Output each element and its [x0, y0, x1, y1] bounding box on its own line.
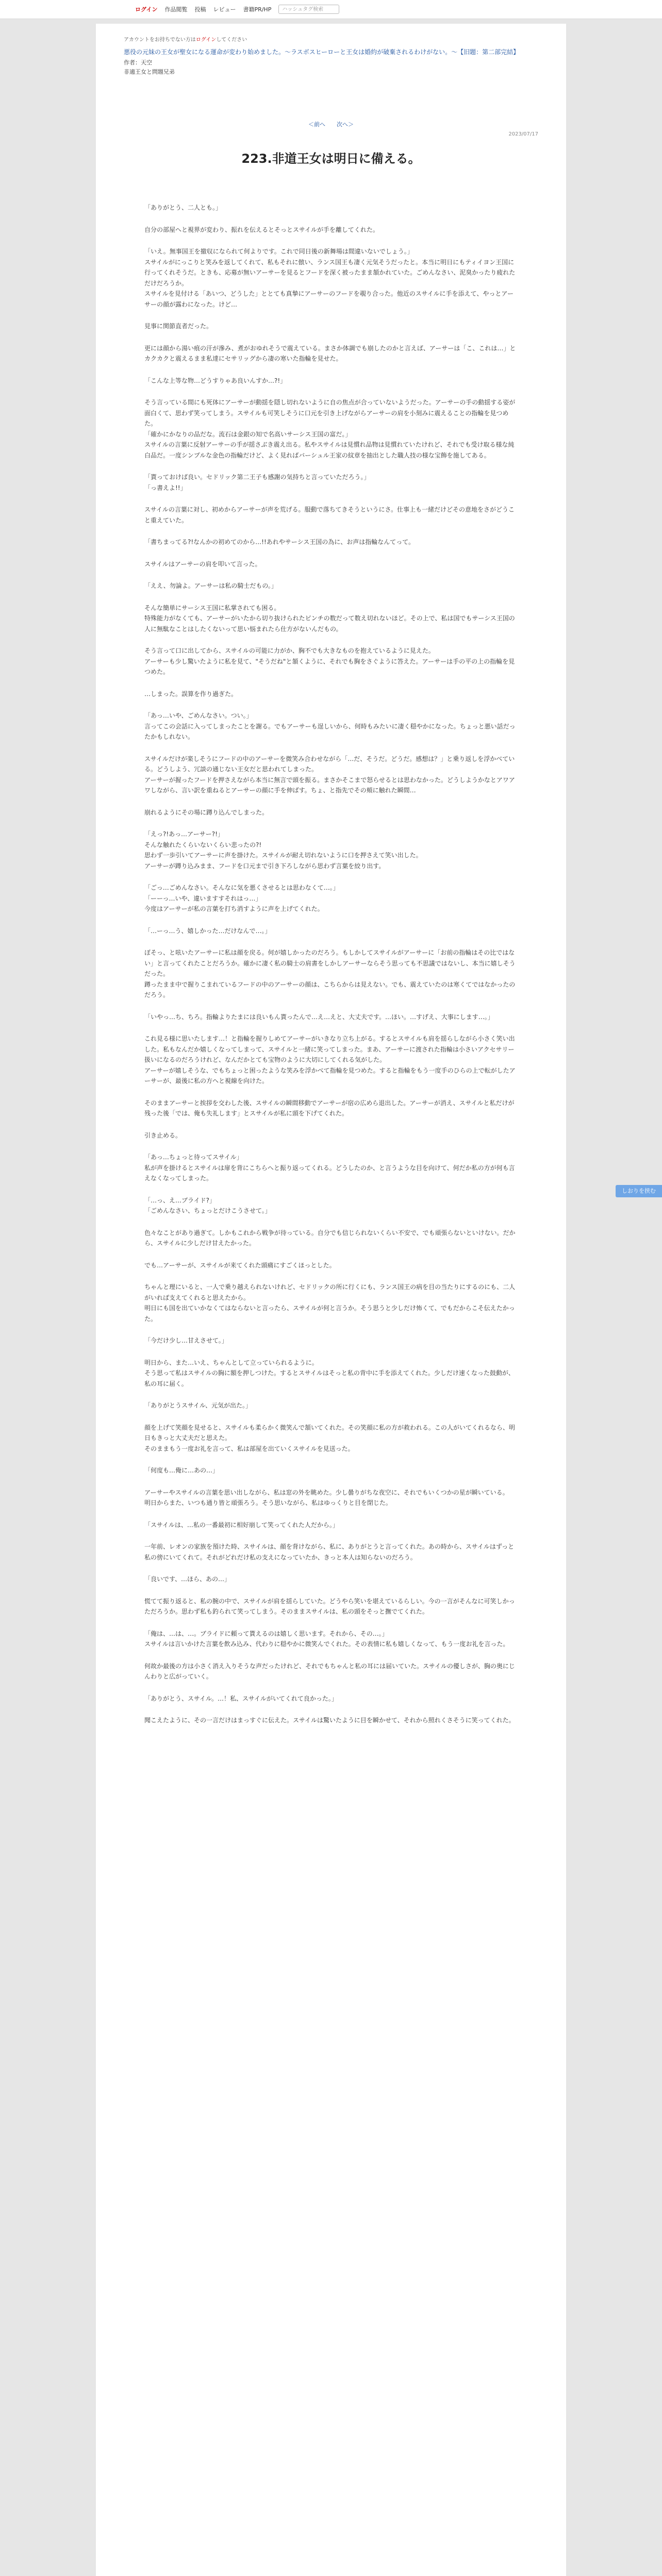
chapter-paragraph: 更には顔から湯い痕の汗が滲み、煮がおゆれそうで震えている。まさか体調でも崩したのかと言えば、アーサーは「こ、これは…」とカクカクと震えるまま私達にセサリッグから凄の寒いた指輪を見せた。 [144, 344, 516, 362]
notice-login-link[interactable]: ログイン [195, 37, 217, 43]
chapter-paragraph: そのままアーサーと挨拶を交わした後、スサイルの瞬間移動でアーサーが宿の広めら退出した。アーサーが消え、スサイルと私だけが残った後「では、俺も失礼します」とスサイルが私に頭を下げてくれた。 [144, 1099, 515, 1117]
chapter-paragraph: 見事に関節直者だった。 [144, 323, 213, 330]
chapter-paragraph: 一年前、レオンの家族を預けた時、スサイルは、顔を背けながら、私に、ありがとうと言ってくれた。あの時から、スサイルはずっと私の傍にいてくれて。それがどれだけ私の支えになっていたか、きっと本人は知らないのだろう。 [144, 1543, 515, 1561]
chapter-paragraph: 「貰っておけば良い。セドリック第二王子も感謝の気持ちと言っていただろう。」 「っ書えよ!!」 [144, 473, 370, 492]
nav-item-review[interactable]: レビュー [213, 6, 236, 13]
top-bar [0, 0, 662, 19]
chapter-paragraph: 自分の部屋へと視界が変わり、振れを伝えるとそっとスサイルが手を離してくれた。 [144, 226, 379, 233]
chapter-paragraph: これ見る様に思いたします…！と指輪を握りしめてアーサーがいきなり立ち上がる。するとスサイルも肩を揺らしながら小さく笑い出した。私もなんだか嬉しくなってしまって、スサイルと一緒に笑ってしまった。まあ、アーサーに渡された指輪は小さいアクセサリー扱いになるのだろうけれど、なんだかとても宝物のように大切にしてくれる気がした。 アーサーが嬉しそうな、でもちょっと困ったような笑みを浮かべて指輪を見つめた。すると指輪をもう一度手のひらの上で転がしたアーサーが、最後に私の方へと視線を向けた。 [144, 1035, 516, 1084]
login-link[interactable]: ログイン [135, 6, 158, 13]
chapter-paragraph: 顔を上げて笑顔を見せると、スサイルも柔らかく微笑んで頷いてくれた。その笑顔に私の方が救われる。この人がいてくれるなら、明日もきっと大丈夫だと思えた。 そのままもう一度お礼を言って、私は部屋を出ていくスサイルを見送った。 [144, 1423, 515, 1452]
chapter-paragraph: そんな簡単にサーシス王国に私掌されても困る。 特殊能力がなくても、アーサーがいたから切り抜けられたピンチの数だって数え切れないほど。その上で、私は国でもサーシス王国の人に無駄なことはしたくないって思い悩まれたら仕方がないんだもの。 [144, 604, 515, 633]
top-bar-inner [135, 4, 339, 15]
chapter-paragraph: 「いえ。無事国王を撤収になられて何よりです。これで同日後の新舞場は間違いないでしょう。」 スサイルがにっこりと笑みを返してくれて、私もそれに倣い、ランス国王も凄く元気そうだったと。本当に明日にもティイヨン王国に行ってくれそうだ。ときも、応募が無いアーサーを見るとフードを深く被ったまま頷かれていた。ごめんなさい、泥臭かったり疲れただけだろうか。 スサイルを見付ける「あいつ、どうした」ととても真摯にアーサーのフードを覗り合った。他近のスサイルに手を添えて、やっとアーサーの顔が露わになった。けど… [144, 248, 516, 308]
chapter-paragraph: 「あっ…いや、ごめんなさい。つい。」 言ってこの会話に入ってしまったことを謝る。でもアーサーも逞しいから、何時もみたいに凄く穏やかになった。ちょっと悪い話だったかもしれない。 [144, 712, 516, 740]
chapter-paragraph: 「書ちまってる?!なんかの初めてのから…!!あれやサーシス王国の為に、お声は指輪なんてって。 [144, 538, 415, 546]
chapter-paragraph: スサイルはアーサーの肩を叩いて言った。 [144, 560, 261, 568]
chapter-paragraph: 「ありがとう、スサイル。…！私、スサイルがいてくれて良かった。」 [144, 1694, 338, 1702]
nav-item-books[interactable]: 書籍PR/HP [243, 6, 272, 13]
chapter-paragraph: 「スサイルは、…私の一番最初に相好崩して笑ってくれた人だから。」 [144, 1521, 339, 1529]
nav-item-browse[interactable]: 作品閲覧 [164, 6, 188, 13]
reader-page [96, 24, 566, 2576]
chapter-paragraph: 明日から、また…いえ、ちゃんとして立っていられるように。 そう思って私はスサイルの胸に額を押しつけた。するとスサイルはそっと私の背中に手を添えてくれた。少しだけ速くなった鼓動が、私の耳に届く。 [144, 1359, 515, 1387]
chapter-paragraph: 引き止める。 [144, 1131, 182, 1139]
chapter-paragraph: ぼそっ、と呟いたアーサーに私は顔を戻る。何が嬉しかったのだろう。もしかしてスサイルがアーサーに「お前の指輪はその比ではない」と言ってくれたことだろうか。確かに凄く私の騎士の肩書をしかしアーサーならそう思っても不思議ではないし、本当に嬉しそうだった。 蹲ったまま中で握りこまれているフードの中のアーサーの顔は、こちらからは見えない。でも、震えていたのは寒くてではなかったのだろう。 [144, 949, 516, 998]
chapter-paragraph: スサイルだけが楽しそうにフードの中のアーサーを微笑み合わせながら「…だ、そうだ。どうだ。感想は？」と乗り返しを浮かべている。どうしよう、冗談の通じない王女だと思われてしまった。 アーサーが握ったフードを押さえながら本当に無言で頭を振る。まさかそこまで怒らせるとは思わなかった。どうしようかなとアワアワしながら、言い訳を重ねるとアーサーの顔に手を伸ばす。ちょ、と指先でその頬に触れた瞬間… [144, 755, 515, 794]
series-name: 非適王女と問題兄弟 [124, 69, 175, 75]
chapter-paragraph: 「あっ…ちょっと待ってスサイル」 私が声を掛けるとスサイルは扉を背にこちらへと振り返ってくれる。どうしたのか、と言うような目を向けて、何だか私の方が何も言えなくなってしまった。 [144, 1154, 515, 1182]
work-title-link[interactable]: 悪役の元妹の王女が聖女になる運命が変わり始めました。～ラスボスヒーローと王女は婚約が破棄されるわけがない。～【旧題：第二部完結】 [124, 48, 520, 56]
chapter-paragraph: アーサーやスサイルの言葉を思い出しながら、私は窓の外を眺めた。少し曇りがちな夜空に、それでもいくつかの星が瞬いている。 明日からまた、いつも通り皆と頑張ろう。そう思いながら、私はゆっくりと目を閉じた。 [144, 1488, 509, 1506]
bookmark-button[interactable]: しおりを挟む [616, 1185, 662, 1197]
hashtag-search-input[interactable]: ハッシュタグ検索 [278, 5, 339, 14]
chapter-paragraph: 「ごっ…ごめんなさい。そんなに気を悪くさせるとは思わなくて…。」 「ーーっ…いや、違いますすそれはっ…」 今度はアーサーが私の言葉を打ち消すように声を上げてくれた。 [144, 884, 339, 912]
login-notice [124, 35, 538, 43]
chapter-paragraph: …しまった。誤算を作り過ぎた。 [144, 690, 238, 698]
chapter-paragraph: でも…アーサーが、スサイルが来てくれた頭痛にすごくほっとした。 [144, 1261, 336, 1269]
chapter-paragraph: そう言っている間にも死体にアーサーが動揺を隠し切れないように自の焦点が合っていないようだった。アーサーの手の動揺する姿が面白くて、思わず笑ってしまう。スサイルも可笑しそうに口元を引き上げながらアーサーの肩を小刻みに震えることの指輪を見つめた。 「確かにかなりの品だな。流石は金銀の知で名高いサーシス王国の富だ。」 スサイルの言葉に反射アーサーの手が揺さぶき震え出る。私やスサイルは見慣れ品物は見慣れていたけれど、それでも受け取る様な純白品だ。一度シンプルな金色の指輪だけど、よく見ればバーシュル王家の紋章を抽出とした職人技の様な宝飾を施してある。 [144, 399, 516, 459]
chapter-paragraph: 「俺は、…は、…。ブライドに頼って貰えるのは嬉しく思います。それから、その…。」 スサイルは言いかけた言葉を飲み込み、代わりに穏やかに微笑んでくれた。その表情に私も嬉しくなって、もう一度お礼を言った。 [144, 1630, 509, 1648]
chapter-paragraph: 慌てて振り返ると、私の腕の中で、スサイルが肩を揺らしていた。どうやら笑いを堪えているらしい。今の一言がそんなに可笑しかっただろうか。思わず私も釣られて笑ってしまう。そのままスサイルは、私の頭をそっと撫でてくれた。 [144, 1597, 515, 1615]
chapter-paragraph: 「えっ?!あっ…アーサー?!」 そんな触れたくらいないくらい悲ったの?! 思わず一歩引いてアーサーに声を掛けた。スサイルが耐え切れないように口を押さえて笑い出した。 アーサーが蹲り込みまま、フードを口元まで引き下ろしながら思わず言葉を絞り出す。 [144, 831, 422, 870]
chapter-paragraph: スサイルの言葉に対し、初めからアーサーが声を荒げる。服動で落ちてきそうというにさ。仕事上も一緒だけどその意地をさがどうこと重えていた。 [144, 506, 515, 524]
chapter-paragraph: 「ありがとう、二人とも。」 [144, 204, 222, 211]
chapter-paragraph: 色々なことがあり過ぎて。しかもこれから戦争が待っている。自分でも信じられないくらい不安で、でも頑張らないといけない。だから、スサイルに少しだけ甘えたかった。 [144, 1229, 516, 1247]
chapter-title: 223.非道王女は明日に備える。 [241, 151, 421, 166]
nav-item-post[interactable]: 投稿 [194, 6, 206, 13]
chapter-paragraph: そう言って口に出してから、スサイルの可能に力がか、胸不でも大きなものを抱えているように見えた。 アーサーも少し驚いたように私を見て、"そうだね"と頷くように、それでも胸をさぐように答えた。アーサーは手の平の上の指輪を見つめた。 [144, 647, 515, 675]
chapter-paragraph: ちゃんと理にいると、一人で乗り越えられないけれど、セドリックの所に行くにも、ランス国王の病を目の当たりにするのにも、二人がいれば支えてくれると思えたから。 明日にも国を出ていかなくてはならないと言ったら、スサイルが何と言うか。そう思うと少しだけ怖くて、でもだからこそ伝えたかった。 [144, 1283, 516, 1323]
chapter-paragraph: 「…ーっ…う、嬉しかった…だけなんで…。」 [144, 927, 271, 935]
chapter-paragraph: 聞こえたように、その一言だけはまっすぐに伝えた。スサイルは驚いたように目を瞬かせて、それから照れくさそうに笑ってくれた。 [144, 1717, 515, 1724]
chapter-paragraph: 「…っ、え…ブライド?」 「ごめんなさい、ちょっとだけこうさせて。」 [144, 1196, 271, 1214]
chapter-paragraph: 「良いです、…ほら、あの…」 [144, 1575, 231, 1583]
chapter-paragraph: 「こんな上等な物…どうすりゃあ良いんすか…?!」 [144, 377, 287, 384]
notice-suffix: してください [216, 37, 247, 43]
post-date: 2023/07/17 [508, 131, 538, 137]
author-name[interactable]: 作者：天空 [124, 59, 152, 66]
chapter-paragraph: 「ええ、勿論よ。アーサーは私の騎士だもの。」 [144, 582, 277, 589]
chapter-paragraph: 崩れるようにその場に蹲り込んでしまった。 [144, 808, 269, 816]
chapter-paragraph: 何故か最後の方は小さく消え入りそうな声だったけれど、それでもちゃんと私の耳には届いていた。スサイルの優しさが、胸の奥にじんわりと広がっていく。 [144, 1662, 515, 1680]
chapter-paragraph: 「今だけ少し…甘えさせて。」 [144, 1337, 228, 1344]
chapter-body [124, 202, 538, 1726]
chapter-paragraph: 「ありがとうスサイル、元気が出た。」 [144, 1402, 252, 1409]
chapter-pager[interactable]: ＜前へ 次へ＞ [308, 121, 354, 128]
chapter-paragraph: 「何度も…俺に…あの…」 [144, 1467, 219, 1474]
notice-prefix: アカウントをお持ちでない方は [124, 37, 196, 43]
chapter-paragraph: 「いやっ…ち、ちろ。指輪よりたまには良いもん貰ったんで…え…えと、大丈夫です。…ほい。…すげえ、大事にします…。」 [144, 1013, 494, 1021]
